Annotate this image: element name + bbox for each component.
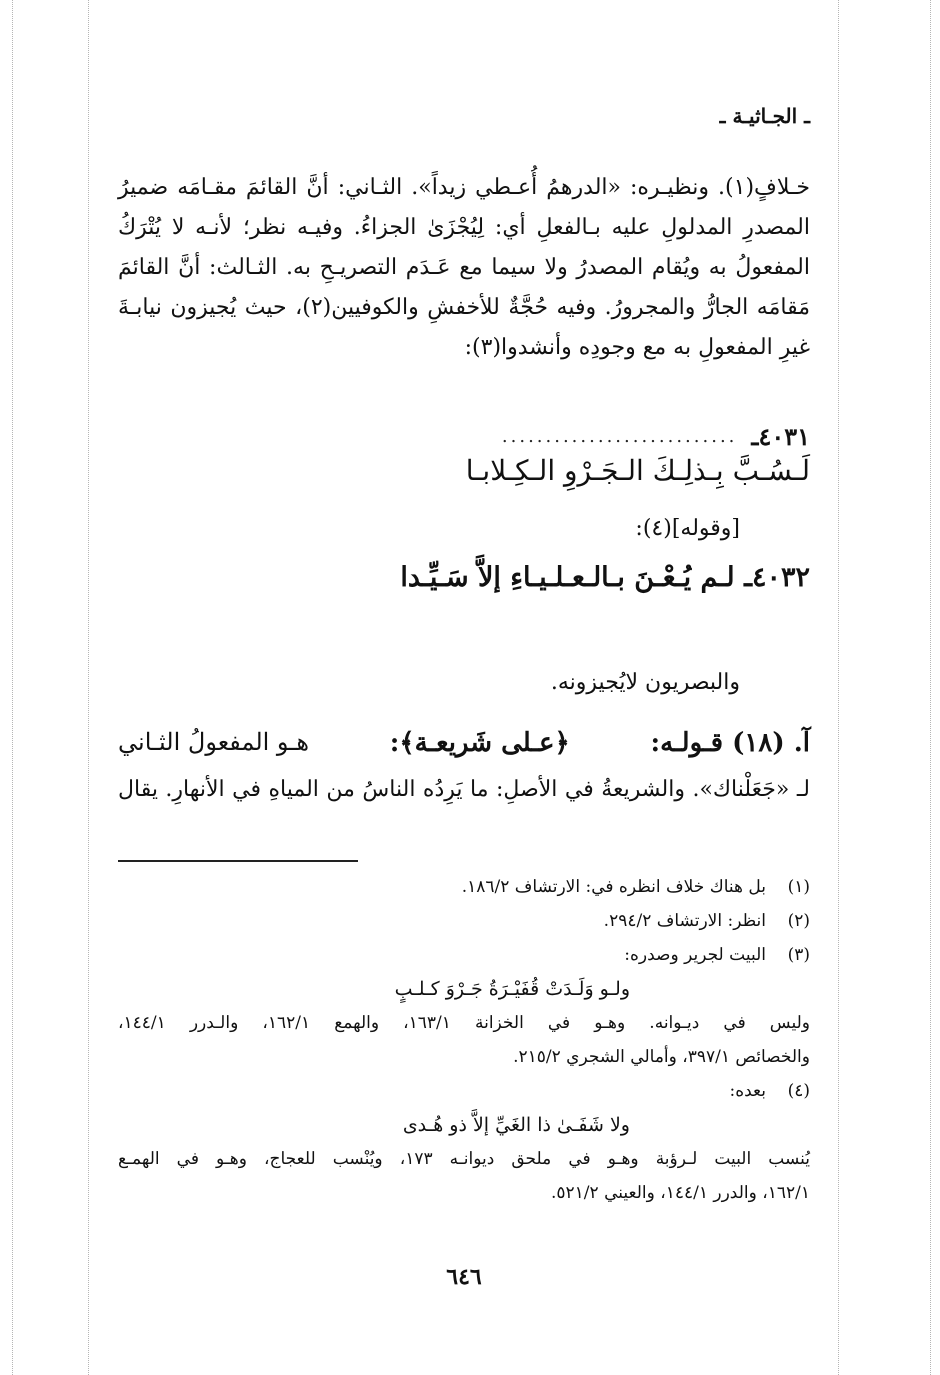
page-edge-left <box>12 0 13 1375</box>
footnote-1 <box>118 870 810 904</box>
running-header: ـ الجـاثيـة ـ <box>719 104 810 128</box>
main-paragraph <box>118 168 810 368</box>
footnote-separator <box>118 860 358 862</box>
footnote-text: بعده: <box>729 1081 766 1101</box>
footnote-text: البيت لجرير وصدره: <box>624 945 766 965</box>
footnote-2 <box>118 904 810 938</box>
footnote-number: (٢) <box>787 911 810 931</box>
page-guide-right <box>838 0 839 1375</box>
verse-number: ٤٠٣٢ـ <box>744 562 810 593</box>
ayah-line-2: لـ «جَعَلْناك». والشريعةُ في الأصلِ: ما يَرِدُه الناسُ من المياهِ في الأنهارِ. يقال <box>118 777 810 802</box>
footnote-4 <box>118 1074 810 1108</box>
verse-4031-row <box>118 418 810 454</box>
qawluhu-label: [وقوله](٤): <box>635 516 740 541</box>
verse-number: ٤٠٣١ـ <box>751 421 810 451</box>
footnote-number: (٣) <box>787 945 810 965</box>
body-line-4: مَقامَه الجارُّ والمجرورُ. وفيه حُجَّةٌ للأخفشِ والكوفيين(٢)، حيث يُجيزون نيابـةَ <box>118 295 811 320</box>
verse-text: لـم يُـعْـنَ بـالـعـلـيـاءِ إلاَّ سَـيِّـدا <box>400 562 735 593</box>
footnote-4-line-1: يُنسب البيت لـرؤبة وهـو في ملحق ديوانـه ١٧٣، ويُنْسب للعجاج، وهـو في الهمـع <box>118 1149 810 1169</box>
footnote-number: (٤) <box>787 1081 810 1101</box>
body-line-3: المفعولُ به ويُقام المصدرُ ولا سيما مع عَـدَم التصريـحِ به. الثـالث: أنَّ القائمَ <box>118 255 810 280</box>
book-page <box>118 0 810 1375</box>
footnote-text: بل هناك خلاف انظره في: الارتشاف ١٨٦/٢. <box>461 877 766 897</box>
page-number: ٦٤٦ <box>446 1264 482 1290</box>
page-guide-left <box>88 0 89 1375</box>
quran-quote: ﴿عـلى شَريعـة﴾: <box>389 728 570 758</box>
verse-4032 <box>400 562 810 593</box>
basriyun-line: والبصريون لايُجيزونه. <box>550 670 740 695</box>
ayah-prefix: آ. (١٨) قـولـه: <box>650 728 810 758</box>
ayah-paragraph <box>118 770 810 810</box>
footnote-4-line-2: ١٦٢/١، والدرر ١٤٤/١، والعيني ٥٢١/٢. <box>551 1183 810 1203</box>
footnotes <box>118 870 810 1210</box>
footnote-text: انظر: الارتشاف ٢٩٤/٢. <box>603 911 766 931</box>
verse-ellipsis: ........................... <box>501 425 738 447</box>
footnote-3-verse: ولـو وَلَـدَتْ قُفَيْـرَةُ جَـرْوَ كـلـبٍ <box>394 978 630 1000</box>
footnote-number: (١) <box>787 877 810 897</box>
body-line-2: المصدرِ المدلولِ عليه بـالفعلِ أي: لِيُجْزَىٰ الجزاءُ. وفيـه نظر؛ لأنـه لا يُتْرَكُ <box>118 215 810 240</box>
body-line-5: غيرِ المفعولِ به مع وجودِه وأنشدوا(٣): <box>464 335 810 360</box>
footnote-3-line-2: والخصائص ٣٩٧/١، وأمالي الشجري ٢١٥/٢. <box>513 1047 810 1067</box>
footnote-3-line-1: وليس في ديـوانه. وهـو في الخزانة ١٦٣/١، والهمع ١٦٢/١، والـدرر ١٤٤/١، <box>118 1013 810 1033</box>
ayah-commentary: هـو المفعولُ الثـاني <box>118 728 310 756</box>
verse-4031-text: لَـسُـبَّ بِـذلِـكَ الـجَـرْوِ الـكِـلابـا <box>465 454 810 487</box>
footnote-4-verse: ولا شَفَـىٰ ذا الغَيِّ إلاَّ ذو هُـدى <box>402 1114 630 1136</box>
body-line-1: خـلافٍ(١). ونظيـره: «الدرهمُ أُعـطي زيداً». الثـاني: أنَّ القائمَ مقـامَه ضميرُ <box>118 175 810 200</box>
footnote-3 <box>118 938 810 972</box>
page-edge-right <box>930 0 931 1375</box>
ayah-heading <box>118 728 810 758</box>
